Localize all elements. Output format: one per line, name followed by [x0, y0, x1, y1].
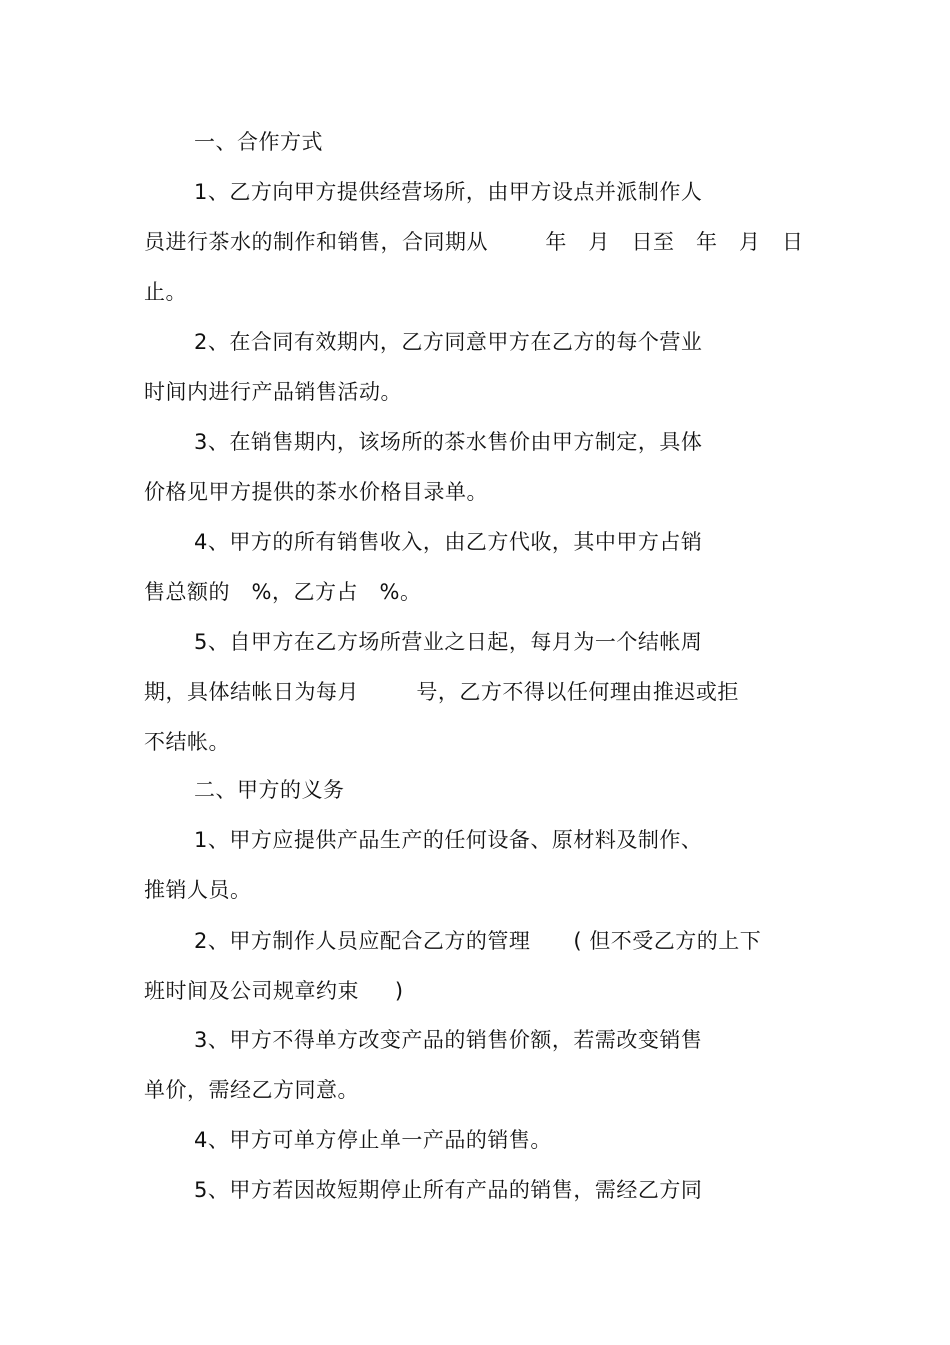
clause-1-1-line-2: 员进行茶水的制作和销售，合同期从 年 月 日至 年 月 日: [144, 230, 804, 254]
clause-1-4-line-1: 4、甲方的所有销售收入，由乙方代收，其中甲方占销: [194, 530, 703, 554]
clause-1-5-line-1: 5、自甲方在乙方场所营业之日起，每月为一个结帐周: [194, 630, 703, 654]
clause-1-1-line-1: 1、乙方向甲方提供经营场所，由甲方设点并派制作人: [194, 180, 703, 204]
clause-2-2-line-1: 2、甲方制作人员应配合乙方的管理 ( 但不受乙方的上下: [194, 929, 762, 953]
clause-1-4-line-2: 售总额的 %，乙方占 %。: [144, 580, 422, 604]
section-heading-cooperation-method: 一、合作方式: [194, 130, 323, 154]
clause-2-1-line-1: 1、甲方应提供产品生产的任何设备、原材料及制作、: [194, 828, 703, 852]
clause-1-5-line-3: 不结帐。: [144, 730, 230, 754]
clause-1-3-line-1: 3、在销售期内，该场所的茶水售价由甲方制定，具体: [194, 430, 703, 454]
clause-2-4-line-1: 4、甲方可单方停止单一产品的销售。: [194, 1128, 552, 1152]
clause-2-3-line-1: 3、甲方不得单方改变产品的销售价额，若需改变销售: [194, 1028, 703, 1052]
clause-1-3-line-2: 价格见甲方提供的茶水价格目录单。: [144, 480, 488, 504]
clause-1-2-line-1: 2、在合同有效期内，乙方同意甲方在乙方的每个营业: [194, 330, 703, 354]
clause-1-5-line-2: 期，具体结帐日为每月 号，乙方不得以任何理由推迟或拒: [144, 680, 739, 704]
section-heading-party-a-obligations: 二、甲方的义务: [194, 778, 345, 802]
clause-2-3-line-2: 单价，需经乙方同意。: [144, 1078, 359, 1102]
clause-1-1-line-3: 止。: [144, 280, 187, 304]
clause-2-5-line-1: 5、甲方若因故短期停止所有产品的销售，需经乙方同: [194, 1178, 703, 1202]
clause-2-2-line-2: 班时间及公司规章约束 ): [144, 979, 404, 1003]
clause-1-2-line-2: 时间内进行产品销售活动。: [144, 380, 402, 404]
clause-2-1-line-2: 推销人员。: [144, 878, 252, 902]
